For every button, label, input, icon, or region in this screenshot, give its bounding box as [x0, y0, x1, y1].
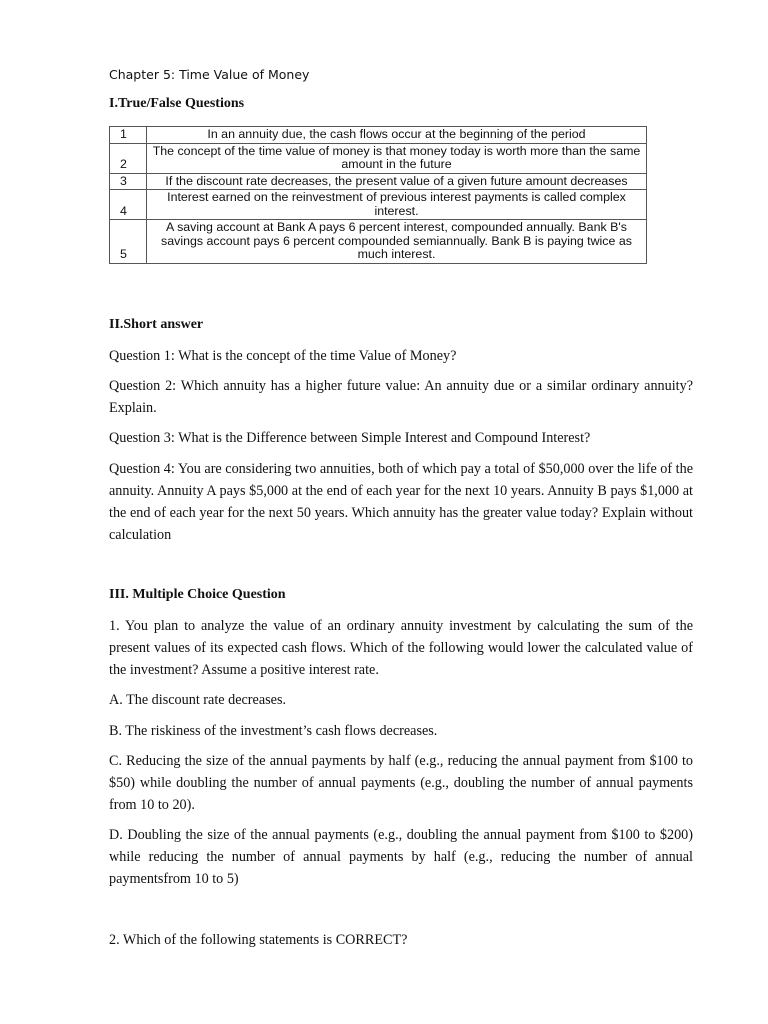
section-heading-true-false: I.True/False Questions — [109, 96, 245, 111]
row-number: 2 — [110, 143, 147, 173]
table-row — [110, 220, 647, 264]
table-row — [110, 190, 647, 220]
short-answer-question-1: Question 1: What is the concept of the time Value of Money? — [109, 348, 457, 364]
mcq-question-2: 2. Which of the following statements is CORRECT? — [109, 932, 408, 948]
row-number: 4 — [110, 190, 147, 220]
section-heading-short-answer: II.Short answer — [109, 317, 204, 332]
mcq-option-b: B. The riskiness of the investment’s cash flows decreases. — [109, 723, 438, 739]
short-answer-question-2: Question 2: Which annuity has a higher future value: An annuity due or a similar ordinary annuity? Explain. — [109, 378, 693, 416]
row-statement: In an annuity due, the cash flows occur at the beginning of the period — [147, 127, 647, 144]
mcq-option-d: D. Doubling the size of the annual payments (e.g., doubling the annual payment from $100 to $200) while reducing the number of annual payments by half (e.g., reducing the number of annual paymentsfrom 10 to 5) — [109, 827, 693, 887]
mcq-question-1: 1. You plan to analyze the value of an ordinary annuity investment by calculating the sum of the present values of its expected cash flows. Which of the following would lower the calculated value of the investment? Assume a positive interest rate. — [109, 618, 693, 678]
short-answer-question-3: Question 3: What is the Difference between Simple Interest and Compound Interest? — [109, 430, 591, 446]
row-number: 1 — [110, 127, 147, 144]
row-number: 5 — [110, 220, 147, 264]
row-number: 3 — [110, 173, 147, 190]
row-statement: A saving account at Bank A pays 6 percent interest, compounded annually. Bank B's savings account pays 6 percent compounded semiannually. Bank B is paying twice as much interest. — [147, 220, 647, 264]
mcq-option-a: A. The discount rate decreases. — [109, 692, 287, 708]
true-false-table — [109, 126, 647, 264]
row-statement: Interest earned on the reinvestment of previous interest payments is called complex interest. — [147, 190, 647, 220]
table-row — [110, 127, 647, 144]
mcq-option-c: C. Reducing the size of the annual payments by half (e.g., reducing the annual payment from $100 to $50) while doubling the number of annual payments (e.g., doubling the number of annual payments from 10 to 20). — [109, 753, 693, 813]
chapter-title: Chapter 5: Time Value of Money — [109, 67, 310, 82]
row-statement: If the discount rate decreases, the present value of a given future amount decreases — [147, 173, 647, 190]
table-row — [110, 143, 647, 173]
row-statement: The concept of the time value of money is that money today is worth more than the same amount in the future — [147, 143, 647, 173]
table-row — [110, 173, 647, 190]
section-heading-multiple-choice: III. Multiple Choice Question — [109, 587, 286, 602]
short-answer-question-4: Question 4: You are considering two annuities, both of which pay a total of $50,000 over the life of the annuity. Annuity A pays $5,000 at the end of each year for the next 10 years. Annuity B pays $1,000 at the end of each year for the next 50 years. Which annuity has the greater value today? Explain without calculation — [109, 461, 693, 543]
